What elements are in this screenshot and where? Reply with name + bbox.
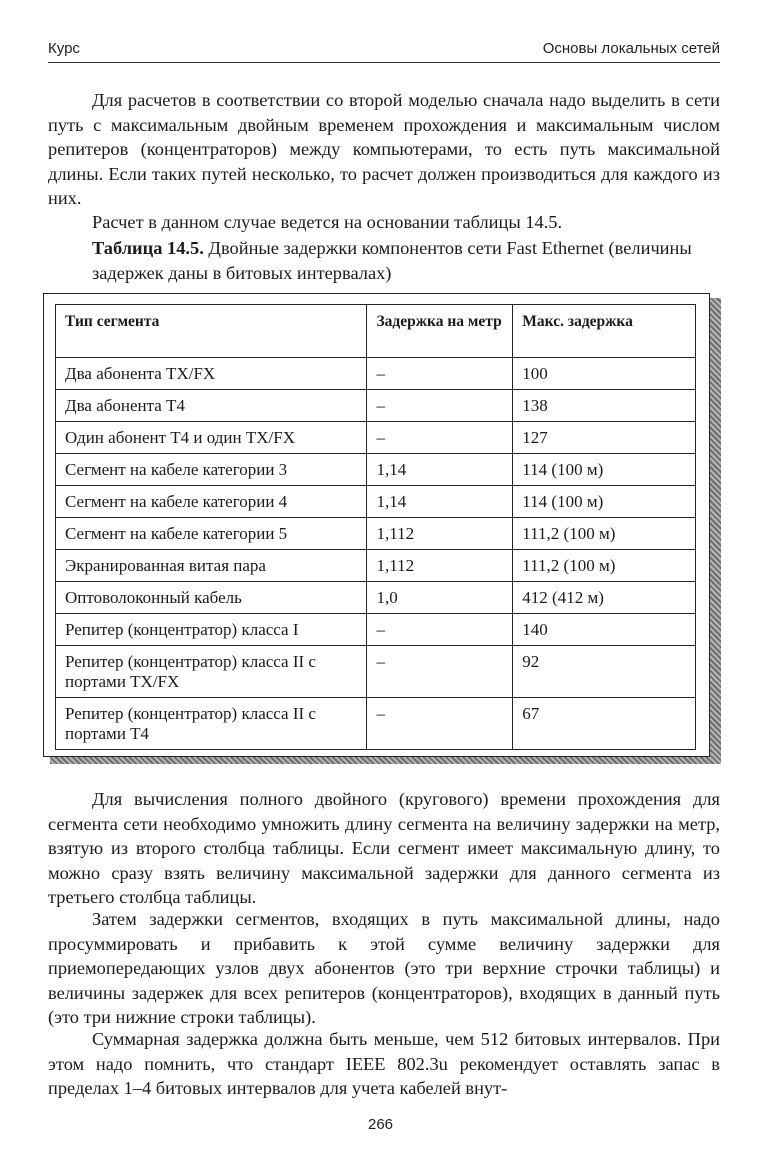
cell-max-delay: 111,2 (100 м) <box>513 550 696 582</box>
cell-max-delay: 138 <box>513 390 696 422</box>
table-row <box>56 422 696 454</box>
cell-max-delay: 100 <box>513 358 696 390</box>
column-header-segment-type: Тип сегмента <box>56 305 367 358</box>
cell-segment-type: Репитер (концентратор) класса II с портами T4 <box>56 698 367 750</box>
table-row <box>56 582 696 614</box>
paragraph-summing-delays: Затем задержки сегментов, входящих в путь максимальной длины, надо просуммировать и прибавить к этой сумме величину задержки для приемопередающих узлов двух абонентов (это три верхние строчки таблицы) и величины задержек для всех репитеров (концентраторов), входящих в данный путь (это три нижние строки таблицы). <box>48 909 720 1027</box>
table-caption <box>92 236 720 285</box>
paragraph-table-reference: Расчет в данном случае ведется на основании таблицы 14.5. <box>92 212 563 232</box>
table-row <box>56 518 696 550</box>
table-row <box>56 486 696 518</box>
cell-delay-per-meter: – <box>367 422 513 454</box>
column-header-max-delay: Макс. задержка <box>513 305 696 358</box>
cell-delay-per-meter: – <box>367 358 513 390</box>
cell-max-delay: 412 (412 м) <box>513 582 696 614</box>
cell-segment-type: Сегмент на кабеле категории 3 <box>56 454 367 486</box>
table-row <box>56 646 696 698</box>
cell-segment-type: Оптоволоконный кабель <box>56 582 367 614</box>
cell-segment-type: Экранированная витая пара <box>56 550 367 582</box>
cell-segment-type: Два абонента T4 <box>56 390 367 422</box>
cell-delay-per-meter: 1,14 <box>367 486 513 518</box>
cell-max-delay: 114 (100 м) <box>513 454 696 486</box>
cell-segment-type: Сегмент на кабеле категории 4 <box>56 486 367 518</box>
header-course-label: Курс <box>48 40 80 57</box>
running-header <box>48 40 720 63</box>
cell-max-delay: 92 <box>513 646 696 698</box>
cell-segment-type: Один абонент T4 и один TX/FX <box>56 422 367 454</box>
cell-max-delay: 140 <box>513 614 696 646</box>
header-section-title: Основы локальных сетей <box>542 40 720 57</box>
table-row <box>56 454 696 486</box>
cell-delay-per-meter: – <box>367 614 513 646</box>
cell-segment-type: Два абонента TX/FX <box>56 358 367 390</box>
table-row <box>56 358 696 390</box>
table-row <box>56 698 696 750</box>
cell-delay-per-meter: – <box>367 698 513 750</box>
cell-delay-per-meter: – <box>367 646 513 698</box>
cell-segment-type: Репитер (концентратор) класса I <box>56 614 367 646</box>
table-caption-label: Таблица 14.5. <box>92 238 204 258</box>
paragraph-total-delay-limit: Суммарная задержка должна быть меньше, чем 512 битовых интервалов. При этом надо помнить, что стандарт IEEE 802.3u рекомендует оставлять запас в пределах 1–4 битовых интервалов для учета кабелей внут- <box>48 1029 720 1098</box>
table-row <box>56 614 696 646</box>
paragraph-path-selection: Для расчетов в соответствии со второй моделью сначала надо выделить в сети путь с максимальным двойным временем прохождения и максимальным числом репитеров (концентраторов) между компьютерами, то есть путь максимальной длины. Если таких путей несколько, то расчет должен производиться для каждого из них. <box>48 90 720 208</box>
cell-delay-per-meter: 1,112 <box>367 550 513 582</box>
cell-delay-per-meter: 1,0 <box>367 582 513 614</box>
table-caption-text: Двойные задержки компонентов сети Fast Ethernet (величины задержек даны в битовых интервалах) <box>92 238 692 283</box>
cell-delay-per-meter: – <box>367 390 513 422</box>
cell-max-delay: 111,2 (100 м) <box>513 518 696 550</box>
page-number: 266 <box>367 1116 394 1133</box>
delay-table <box>55 304 696 750</box>
table-header-row <box>56 305 696 358</box>
table-row <box>56 390 696 422</box>
table-row <box>56 550 696 582</box>
cell-delay-per-meter: 1,14 <box>367 454 513 486</box>
cell-segment-type: Сегмент на кабеле категории 5 <box>56 518 367 550</box>
cell-segment-type: Репитер (концентратор) класса II с портами TX/FX <box>56 646 367 698</box>
cell-delay-per-meter: 1,112 <box>367 518 513 550</box>
cell-max-delay: 67 <box>513 698 696 750</box>
paragraph-round-trip-calculation: Для вычисления полного двойного (кругового) времени прохождения для сегмента сети необходимо умножить длину сегмента на величину задержки на метр, взятую из второго столбца таблицы. Если сегмент имеет максимальную длину, то можно сразу взять величину максимальной задержки для данного сегмента из третьего столбца таблицы. <box>48 789 720 907</box>
column-header-delay-per-meter: Задержка на метр <box>367 305 513 358</box>
cell-max-delay: 114 (100 м) <box>513 486 696 518</box>
cell-max-delay: 127 <box>513 422 696 454</box>
